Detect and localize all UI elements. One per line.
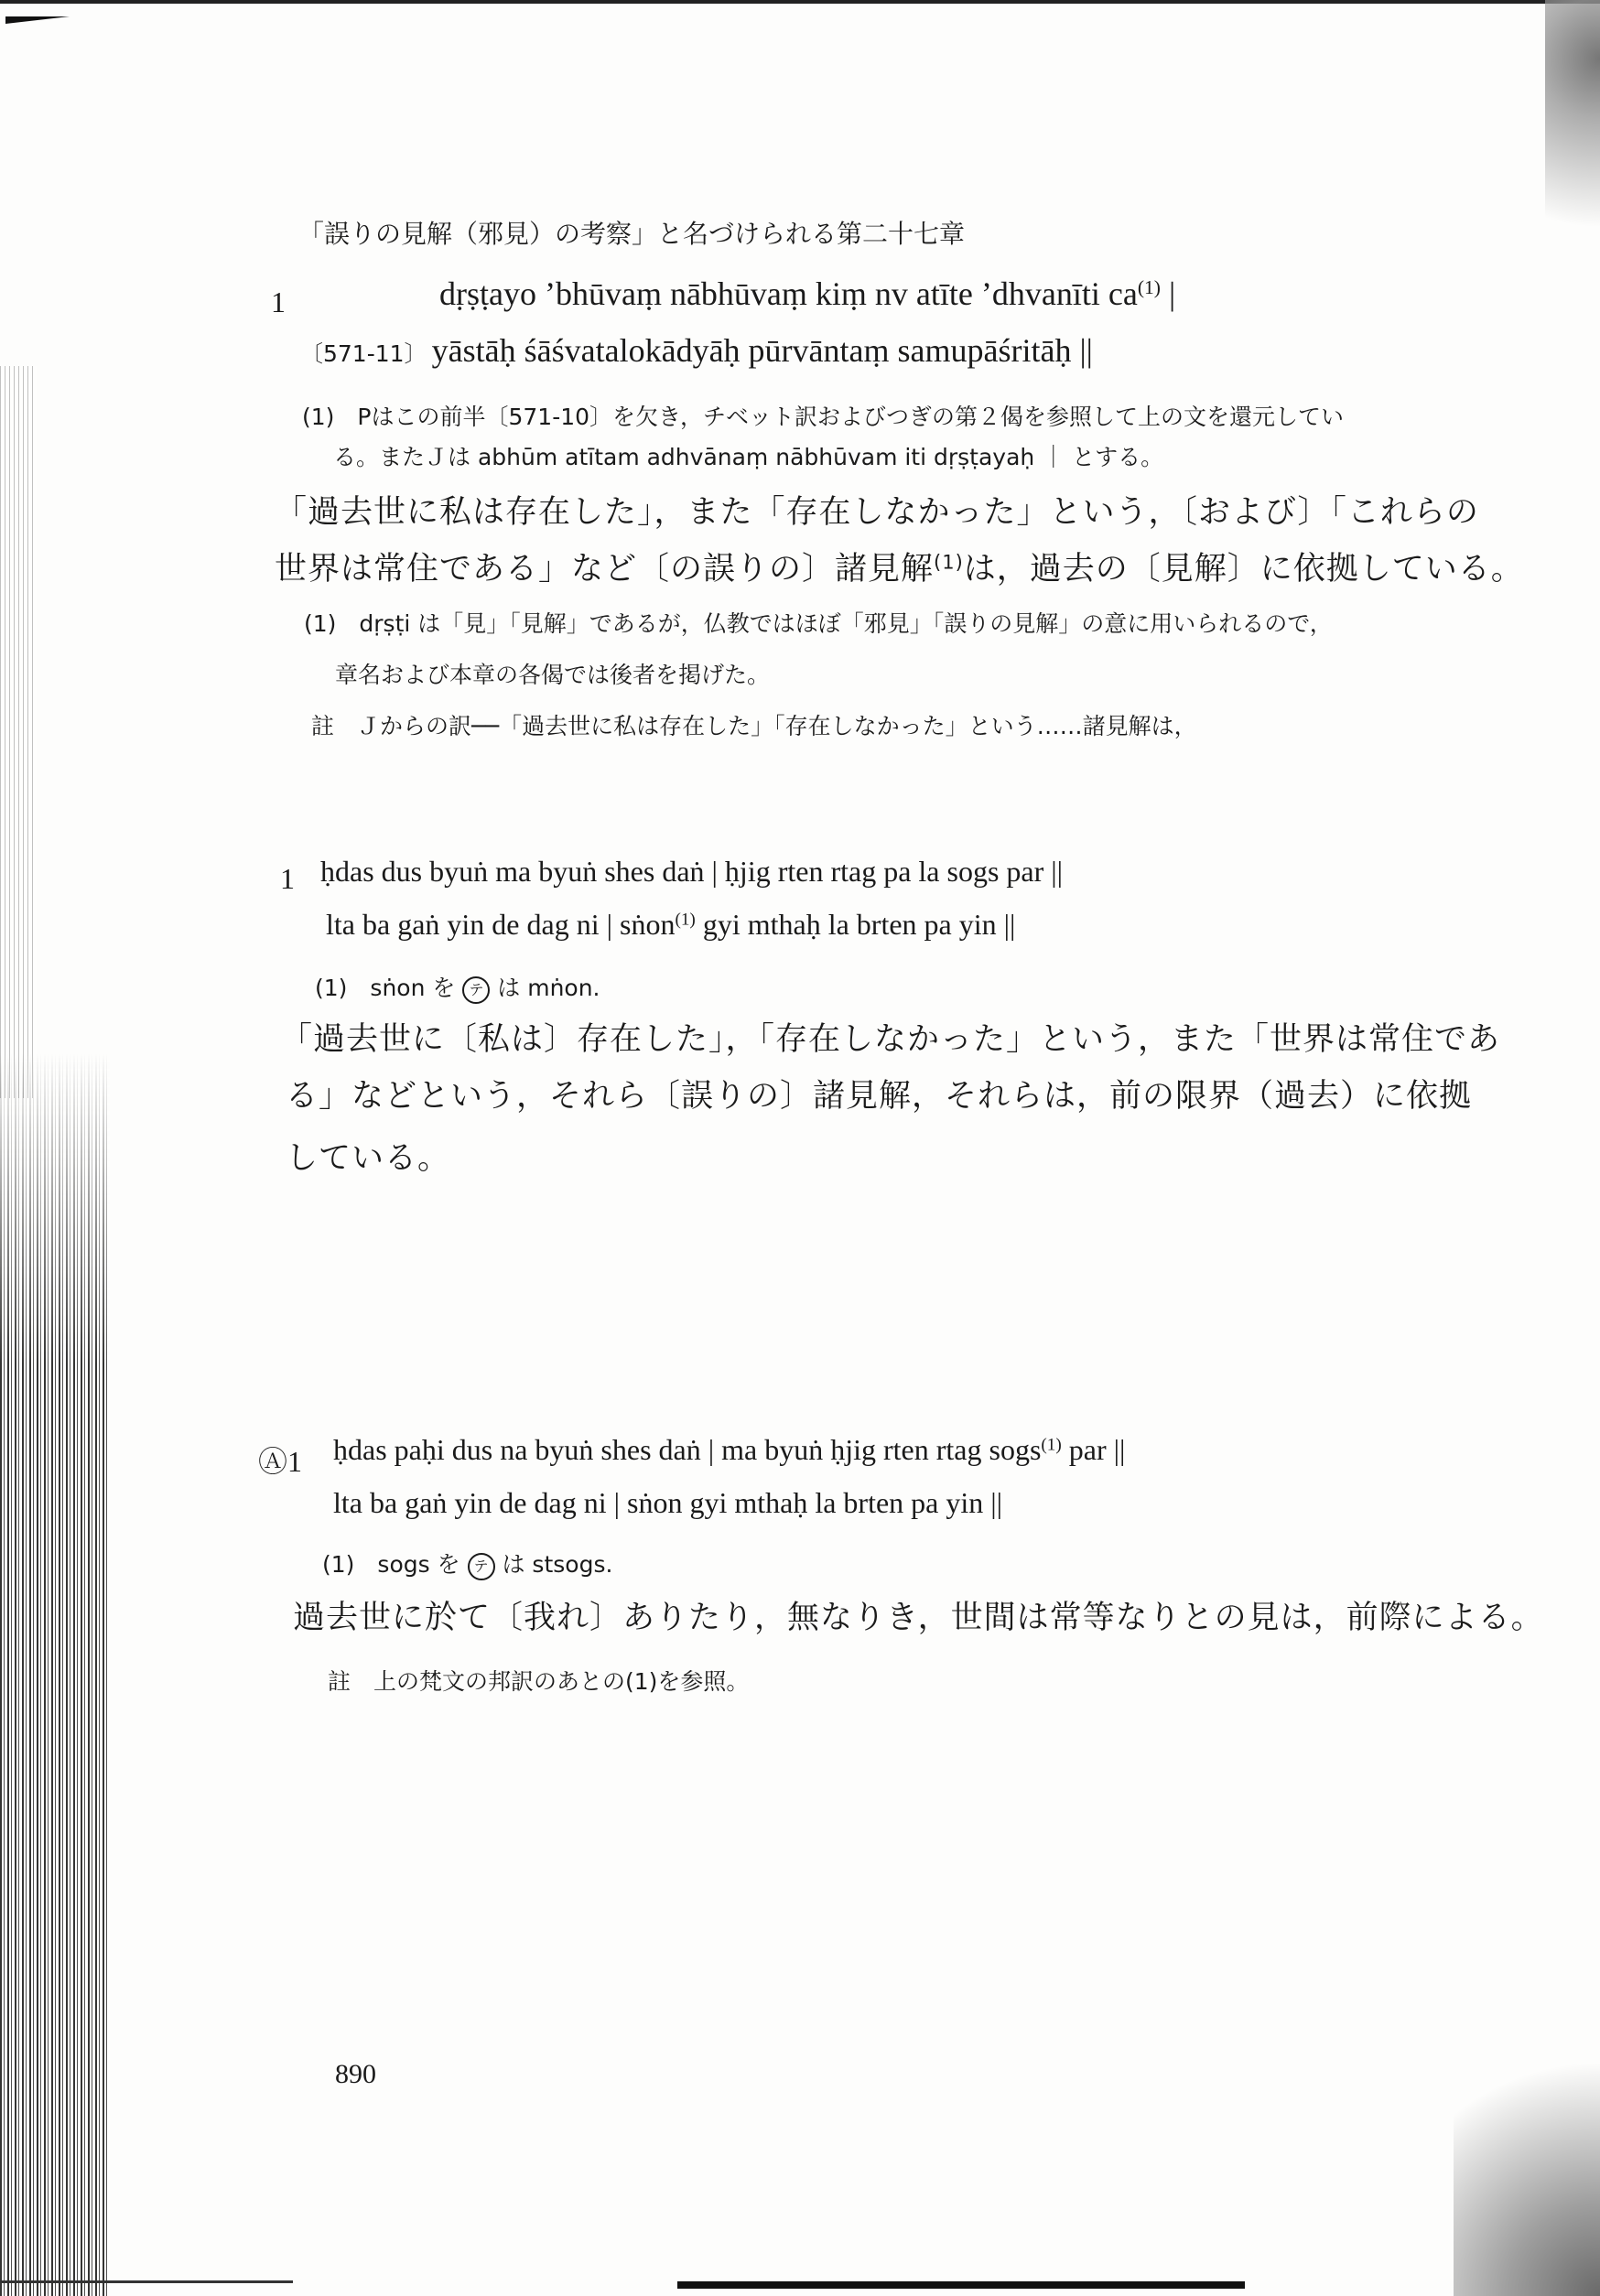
sanskrit-note-1-line-2: る。またＪは abhūm atītam adhvānaṃ nābhūvam iti dṛṣṭayaḥ ｜ とする。 — [333, 444, 1164, 470]
tibetan-line2-b: gyi mthaḥ la brten pa yin || — [695, 908, 1016, 941]
tibetan-verse-line-1: ḥdas dus byuṅ ma byuṅ shes daṅ | ḥjig rten rtag pa la sogs par || — [320, 855, 1064, 888]
sanskrit-note-3: 註 Ｊからの訳──「過去世に私は存在した」「存在しなかった」という……諸見解は， — [311, 713, 1197, 739]
sanskrit-translation-line2-b: は，過去の〔見解〕に依拠している。 — [963, 551, 1524, 587]
tibetan-note-1 — [315, 970, 600, 1004]
tibetan-translation-line-1: 「過去世に〔私は〕存在した」，「存在しなかった」という，また「世界は常住であ — [280, 1021, 1501, 1058]
sanskrit-line1-text: dṛṣṭayo ’bhūvaṃ nābhūvaṃ kiṃ nv atīte ’dhvanīti ca — [439, 275, 1138, 312]
scan-shadow-right-top — [1545, 0, 1600, 293]
tibetan-line2-footnote-marker: (1) — [675, 910, 696, 930]
chinese-verse-line-2: lta ba gaṅ yin de dag ni | sṅon gyi mthaḥ la brten pa yin || — [333, 1486, 1003, 1519]
sanskrit-translation-line-1: 「過去世に私は存在した」，また「存在しなかった」という，〔および〕「これらの — [275, 494, 1479, 531]
page-number: 890 — [335, 2059, 376, 2089]
chinese-line1-a: ḥdas paḥi dus na byuṅ shes daṅ | ma byuṅ ḥjig rten rtag sogs — [333, 1433, 1042, 1466]
tibetan-translation-line-2: る」などという，それら〔誤りの〕諸見解，それらは，前の限界（過去）に依拠 — [286, 1078, 1473, 1115]
sanskrit-line2-text: yāstāḥ śāśvatalokādyāḥ pūrvāntaṃ samupāśritāḥ || — [431, 332, 1093, 369]
scan-edge-bottom — [677, 2281, 1245, 2289]
sanskrit-verse-line-1 — [439, 275, 1175, 313]
sanskrit-note-2-line-2: 章名および本章の各偈では後者を掲げた。 — [335, 662, 771, 688]
sanskrit-line1-danda: | — [1169, 275, 1176, 312]
sanskrit-line1-footnote-marker: (1) — [1137, 276, 1161, 299]
chinese-line1-b: par || — [1061, 1433, 1126, 1466]
sanskrit-note-2-line-1: (1) dṛṣṭi は「見」「見解」であるが，仏教ではほぼ「邪見」「誤りの見解」の意に用いられるので， — [304, 610, 1333, 637]
sanskrit-translation-line-2 — [275, 544, 1524, 589]
chinese-verse-marker — [258, 1439, 302, 1481]
chinese-line1-footnote-marker: (1) — [1041, 1435, 1062, 1455]
sanskrit-line2-ref: 〔571-11〕 — [300, 340, 427, 367]
chinese-note1-b: は stsogs. — [494, 1551, 613, 1578]
sanskrit-translation-footnote-marker: (1) — [934, 551, 964, 574]
tibetan-note1-a: (1) sṅon を — [315, 975, 463, 1001]
sanskrit-note-1-line-1: (1) Pはこの前半〔571-10〕を欠き，チベット訳およびつぎの第２偈を参照して上の文を還元してい — [302, 404, 1345, 430]
chinese-note1-a: (1) sogs を — [322, 1551, 468, 1578]
chapter-title: 「誤りの見解（邪見）の考察」と名づけられる第二十七章 — [298, 219, 966, 249]
sanskrit-translation-line2-a: 世界は常住である」など〔の誤りの〕諸見解 — [275, 551, 935, 587]
circled-te-icon: テ — [468, 1553, 495, 1580]
chinese-verse-number: 1 — [287, 1445, 303, 1478]
chinese-circled-a-icon: Ⓐ — [258, 1444, 288, 1479]
chinese-note-2: 註 上の梵文の邦訳のあとの(1)を参照。 — [328, 1668, 750, 1695]
tibetan-line2-a: lta ba gaṅ yin de dag ni | sṅon — [326, 908, 676, 941]
scan-shadow-left — [0, 1052, 110, 2296]
tibetan-verse-line-2 — [326, 908, 1015, 942]
tibetan-note1-b: は mṅon. — [490, 975, 600, 1001]
circled-te-icon: テ — [462, 976, 490, 1004]
sanskrit-verse-line-2 — [300, 331, 1093, 370]
sanskrit-verse-number: 1 — [271, 286, 286, 318]
tibetan-translation-line-3: している。 — [286, 1140, 451, 1177]
scan-edge-top — [0, 0, 1600, 4]
chinese-note-1 — [322, 1547, 612, 1580]
tibetan-verse-number: 1 — [280, 862, 295, 895]
scan-shadow-left-upper — [0, 366, 37, 1098]
chinese-translation: 過去世に於て〔我れ〕ありたり，無なりき，世間は常等なりとの見は，前際による。 — [293, 1600, 1544, 1636]
scan-edge-bottom-left — [0, 2280, 293, 2283]
corner-mark-icon — [5, 16, 70, 24]
scan-shadow-right-bottom — [1454, 2021, 1600, 2296]
chinese-verse-line-1 — [333, 1433, 1125, 1467]
